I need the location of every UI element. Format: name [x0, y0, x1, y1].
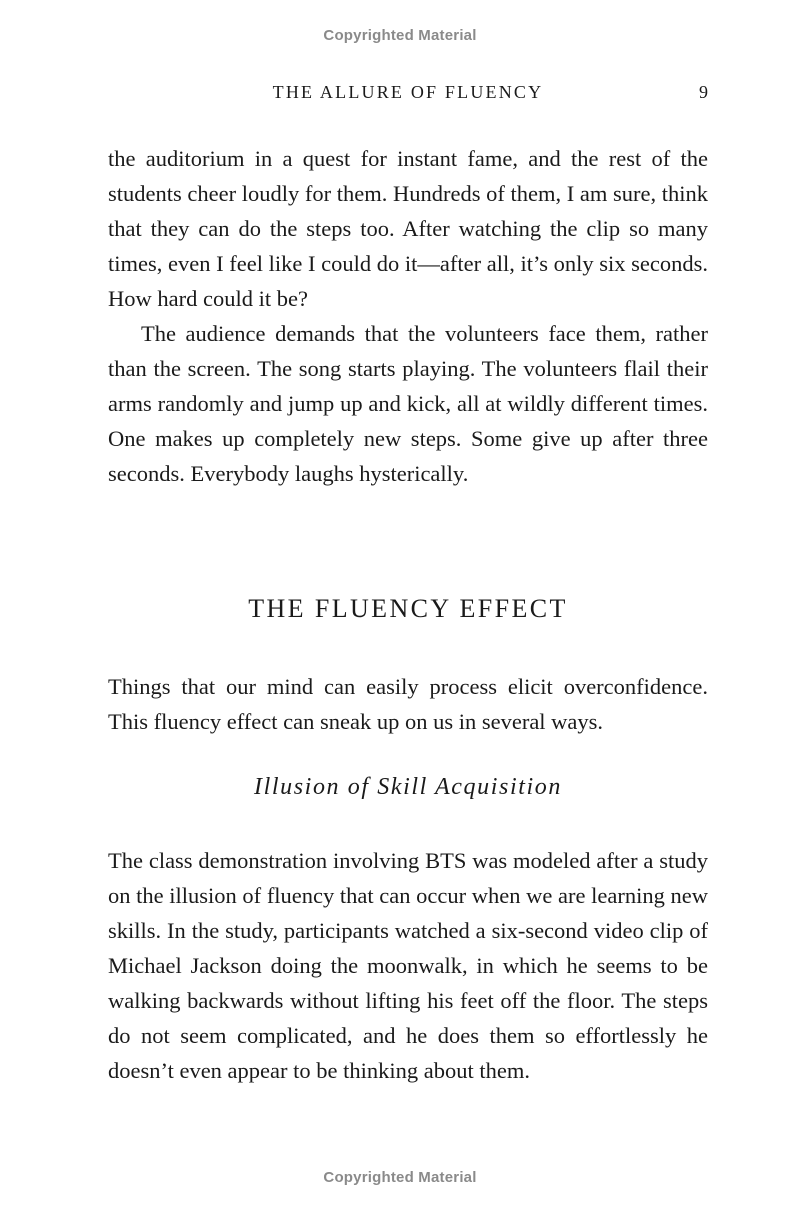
running-title: THE ALLURE OF FLUENCY — [272, 82, 544, 102]
subsection-body — [108, 843, 708, 1088]
paragraph-continued: the auditorium in a quest for instant fame, and the rest of the students cheer loudly for them. Hundreds of them, I am sure, think that they can do the steps too. After watching the clip so many times, even I feel like I could do it—after all, it’s only six seconds. How hard could it be? — [108, 146, 708, 311]
copyright-watermark-bottom: Copyrighted Material — [323, 1169, 477, 1186]
page-number: 9 — [699, 82, 708, 102]
section-intro-block — [108, 669, 708, 739]
paragraph-audience: The audience demands that the volunteers face them, rather than the screen. The song starts playing. The volunteers flail their arms randomly and jump up and kick, all at wildly different times. One makes up completely new steps. Some give up after three seconds. Everybody laughs hysterically. — [108, 321, 708, 486]
copyright-watermark-top: Copyrighted Material — [323, 27, 477, 44]
section-heading: THE FLUENCY EFFECT — [248, 594, 568, 623]
subsection-heading: Illusion of Skill Acquisition — [254, 774, 562, 800]
running-header — [108, 82, 708, 106]
subsection-paragraph: The class demonstration involving BTS was modeled after a study on the illusion of fluency that can occur when we are learning new skills. In the study, participants watched a six-second video clip of Michael Jackson doing the moonwalk, in which he seems to be walking backwards without lifting his feet off the floor. The steps do not seem complicated, and he does them so effortlessly he doesn’t even appear to be thinking about them. — [108, 848, 708, 1083]
body-text-top — [108, 141, 708, 491]
section-intro: Things that our mind can easily process elicit overconfidence. This fluency effect can sneak up on us in several ways. — [108, 674, 708, 734]
